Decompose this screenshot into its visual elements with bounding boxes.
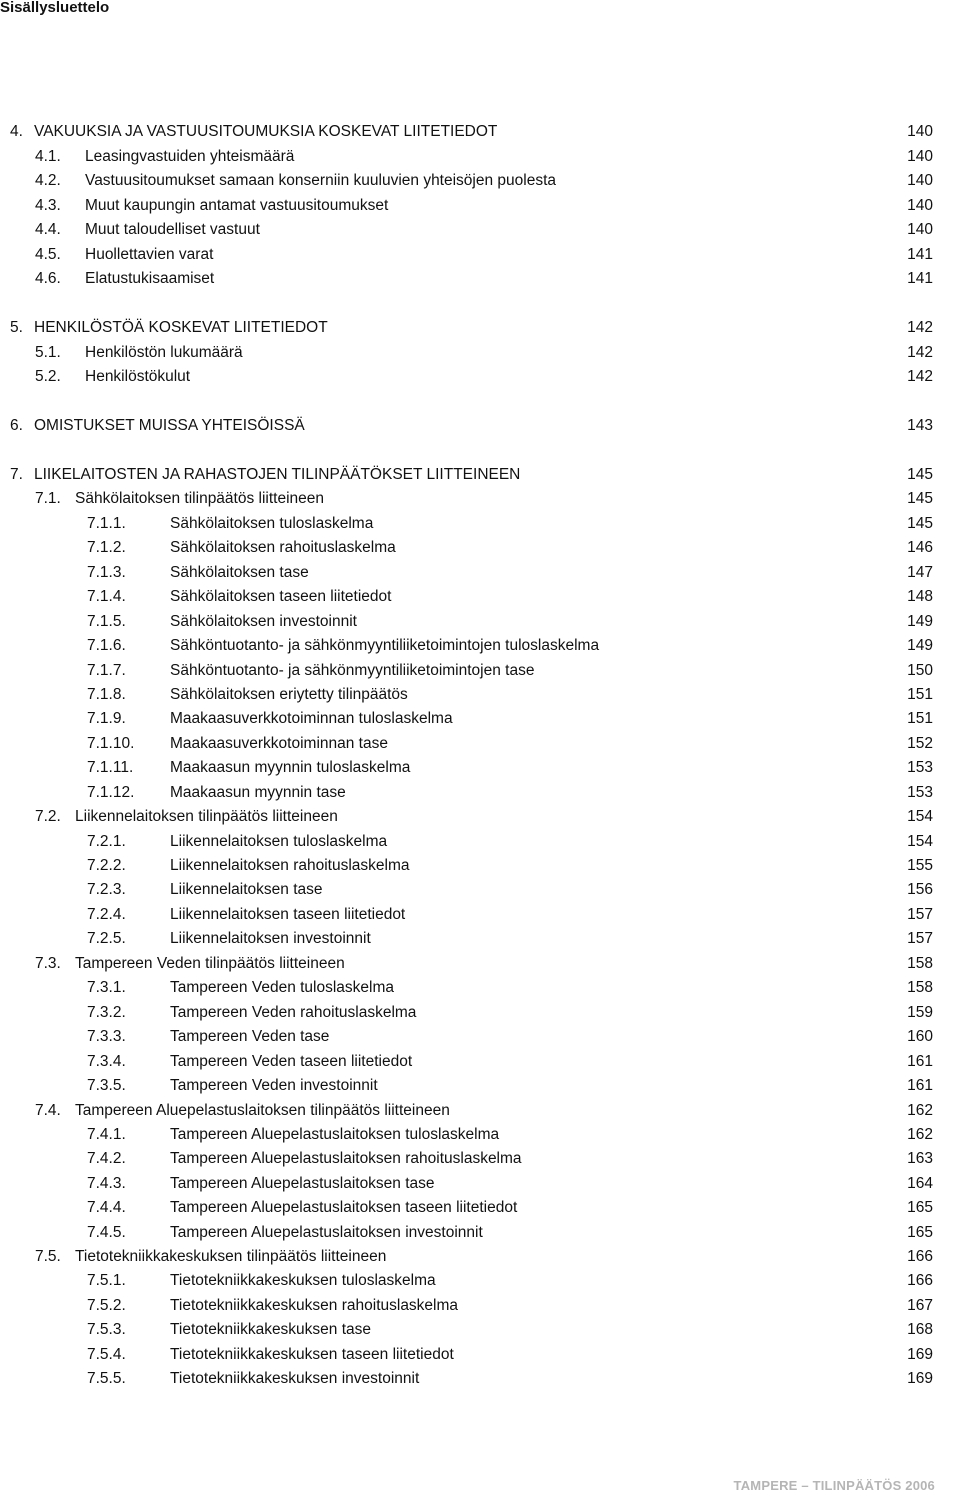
toc-entry-number: 7.4.4. (87, 1199, 126, 1216)
toc-entry-page: 162 (907, 1126, 933, 1143)
toc-entry-number: 7.5. (35, 1248, 61, 1265)
toc-entry-page: 145 (907, 515, 933, 532)
toc-entry-title: Tampereen Aluepelastuslaitoksen investoinnit (170, 1224, 483, 1241)
toc-entry-number: 7.4.3. (87, 1175, 126, 1192)
toc-entry-title: Liikennelaitoksen tilinpäätös liitteineen (75, 808, 338, 825)
toc-entry-page: 140 (907, 123, 933, 140)
toc-entry[interactable] (0, 733, 960, 755)
toc-entry[interactable] (0, 170, 960, 192)
toc-entry-number: 7.1.9. (87, 710, 126, 727)
toc-entry-page: 165 (907, 1224, 933, 1241)
toc-entry-page: 165 (907, 1199, 933, 1216)
toc-entry-number: 7.2.5. (87, 930, 126, 947)
toc-entry-page: 151 (907, 686, 933, 703)
toc-entry[interactable] (0, 268, 960, 290)
toc-entry[interactable] (0, 1026, 960, 1048)
toc-entry-page: 149 (907, 613, 933, 630)
toc-entry[interactable] (0, 757, 960, 779)
toc-entry-page: 159 (907, 1004, 933, 1021)
toc-entry-page: 163 (907, 1150, 933, 1167)
toc-entry-title: Liikennelaitoksen taseen liitetiedot (170, 906, 406, 923)
toc-entry[interactable] (0, 879, 960, 901)
toc-entry-page: 166 (907, 1248, 933, 1265)
toc-entry-page: 141 (907, 246, 933, 263)
toc-entry[interactable] (0, 513, 960, 535)
toc-entry[interactable] (0, 121, 960, 143)
toc-entry-number: 7.1.7. (87, 662, 126, 679)
page-footer: TAMPERE – TILINPÄÄTÖS 2006 (733, 1478, 935, 1493)
toc-entry-title: Sähkölaitoksen rahoituslaskelma (170, 539, 396, 556)
toc-entry-title: Tampereen Veden tilinpäätös liitteineen (75, 955, 345, 972)
toc-entry-number: 4.1. (35, 148, 61, 165)
page-title: Sisällysluettelo (0, 0, 110, 16)
toc-entry-title: Vastuusitoumukset samaan konserniin kuuluvien yhteisöjen puolesta (85, 172, 557, 189)
toc-entry-title: Tampereen Veden tuloslaskelma (170, 979, 395, 996)
toc-entry-page: 150 (907, 662, 933, 679)
toc-entry-page: 142 (907, 319, 933, 336)
toc-entry[interactable] (0, 904, 960, 926)
toc-entry[interactable] (0, 1295, 960, 1317)
toc-entry[interactable] (0, 1344, 960, 1366)
toc-entry-title: Liikennelaitoksen tuloslaskelma (170, 833, 388, 850)
toc-entry-number: 7.1.5. (87, 613, 126, 630)
toc-entry-page: 145 (907, 466, 933, 483)
toc-entry-title: Tampereen Veden investoinnit (170, 1077, 378, 1094)
toc-entry-page: 166 (907, 1272, 933, 1289)
toc-entry-title: Tampereen Veden tase (170, 1028, 330, 1045)
toc-entry-page: 168 (907, 1321, 933, 1338)
toc-entry-page: 143 (907, 417, 933, 434)
toc-entry-number: 4.4. (35, 221, 61, 238)
toc-entry-page: 142 (907, 368, 933, 385)
toc-entry-number: 7.3.5. (87, 1077, 126, 1094)
toc-entry[interactable] (0, 928, 960, 950)
toc-entry[interactable] (0, 708, 960, 730)
toc-entry[interactable] (0, 1173, 960, 1195)
toc-entry[interactable] (0, 1002, 960, 1024)
toc-entry[interactable] (0, 366, 960, 388)
toc-entry-number: 7.4.2. (87, 1150, 126, 1167)
toc-entry-title: Sähkölaitoksen investoinnit (170, 613, 357, 630)
toc-entry-title: Tietotekniikkakeskuksen tuloslaskelma (170, 1272, 436, 1289)
toc-entry[interactable] (0, 1319, 960, 1341)
toc-entry[interactable] (0, 1075, 960, 1097)
toc-entry-number: 7.1.12. (87, 784, 135, 801)
toc-entry-number: 7.5.2. (87, 1297, 126, 1314)
toc-entry-number: 7.5.1. (87, 1272, 126, 1289)
toc-entry[interactable] (0, 684, 960, 706)
toc-entry-page: 140 (907, 221, 933, 238)
toc-entry-title: Tietotekniikkakeskuksen rahoituslaskelma (170, 1297, 459, 1314)
toc-entry-title: Muut kaupungin antamat vastuusitoumukset (85, 197, 389, 214)
toc-entry[interactable] (0, 415, 960, 437)
toc-entry-page: 142 (907, 344, 933, 361)
toc-entry-number: 7.3.4. (87, 1053, 126, 1070)
toc-entry-number: 5.2. (35, 368, 61, 385)
toc-entry-page: 152 (907, 735, 933, 752)
toc-entry-number: 7.4.5. (87, 1224, 126, 1241)
toc-entry-title: OMISTUKSET MUISSA YHTEISÖISSÄ (34, 417, 305, 434)
toc-entry-page: 146 (907, 539, 933, 556)
toc-entry-page: 154 (907, 833, 933, 850)
toc-entry-number: 7.2.1. (87, 833, 126, 850)
toc-entry[interactable] (0, 537, 960, 559)
toc-entry-number: 6. (10, 417, 23, 434)
toc-entry-page: 155 (907, 857, 933, 874)
toc-entry-number: 7.1. (35, 490, 61, 507)
toc-entry-page: 141 (907, 270, 933, 287)
toc-entry-number: 7.2.2. (87, 857, 126, 874)
toc-entry-title: Maakaasuverkkotoiminnan tuloslaskelma (170, 710, 453, 727)
toc-entry[interactable] (0, 1368, 960, 1390)
toc-entry[interactable] (0, 464, 960, 486)
toc-entry-number: 7.1.4. (87, 588, 126, 605)
toc-entry-page: 164 (907, 1175, 933, 1192)
toc-entry[interactable] (0, 855, 960, 877)
toc-entry-title: Tietotekniikkakeskuksen taseen liitetiedot (170, 1346, 454, 1363)
toc-entry-title: Tampereen Veden rahoituslaskelma (170, 1004, 417, 1021)
toc-entry-page: 157 (907, 906, 933, 923)
toc-entry-number: 7.1.6. (87, 637, 126, 654)
toc-entry[interactable] (0, 219, 960, 241)
toc-entry-title: Liikennelaitoksen rahoituslaskelma (170, 857, 410, 874)
toc-entry[interactable] (0, 146, 960, 168)
toc-entry[interactable] (0, 195, 960, 217)
toc-entry-page: 147 (907, 564, 933, 581)
toc-entry-page: 151 (907, 710, 933, 727)
toc-entry[interactable] (0, 488, 960, 510)
toc-entry-number: 4. (10, 123, 23, 140)
toc-entry[interactable] (0, 660, 960, 682)
toc-entry[interactable] (0, 977, 960, 999)
toc-entry-number: 7.2.3. (87, 881, 126, 898)
toc-entry[interactable] (0, 1270, 960, 1292)
toc-entry-page: 140 (907, 197, 933, 214)
toc-entry-number: 7.2.4. (87, 906, 126, 923)
toc-entry[interactable] (0, 831, 960, 853)
toc-entry-title: Sähköntuotanto- ja sähkönmyyntiliiketoimintojen tuloslaskelma (170, 637, 600, 654)
toc-entry-number: 4.5. (35, 246, 61, 263)
toc-entry[interactable] (0, 317, 960, 339)
toc-entry-page: 157 (907, 930, 933, 947)
toc-entry-number: 7.1.1. (87, 515, 126, 532)
toc-entry-title: Sähkölaitoksen taseen liitetiedot (170, 588, 392, 605)
toc-entry-number: 7.3.2. (87, 1004, 126, 1021)
toc-entry-title: Tampereen Aluepelastuslaitoksen taseen liitetiedot (170, 1199, 518, 1216)
toc-entry-page: 158 (907, 955, 933, 972)
toc-entry-page: 148 (907, 588, 933, 605)
toc-entry[interactable] (0, 1246, 960, 1268)
toc-entry-title: Sähköntuotanto- ja sähkönmyyntiliiketoimintojen tase (170, 662, 535, 679)
toc-entry-title: Tampereen Aluepelastuslaitoksen tase (170, 1175, 435, 1192)
toc-entry[interactable] (0, 782, 960, 804)
toc-entry-title: Tietotekniikkakeskuksen tase (170, 1321, 372, 1338)
toc-entry-number: 7.3. (35, 955, 61, 972)
toc-entry-page: 167 (907, 1297, 933, 1314)
toc-entry-page: 153 (907, 759, 933, 776)
toc-entry-title: VAKUUKSIA JA VASTUUSITOUMUKSIA KOSKEVAT LIITETIEDOT (34, 123, 498, 140)
toc-entry[interactable] (0, 342, 960, 364)
toc-entry-title: Tampereen Aluepelastuslaitoksen rahoituslaskelma (170, 1150, 522, 1167)
toc-entry[interactable] (0, 1197, 960, 1219)
toc-entry[interactable] (0, 562, 960, 584)
toc-entry-title: Liikennelaitoksen tase (170, 881, 323, 898)
toc-entry-title: Leasingvastuiden yhteismäärä (85, 148, 295, 165)
toc-entry-title: Tietotekniikkakeskuksen investoinnit (170, 1370, 420, 1387)
toc-entry-title: Tampereen Veden taseen liitetiedot (170, 1053, 413, 1070)
toc-entry-page: 140 (907, 172, 933, 189)
toc-entry-title: Sähkölaitoksen tase (170, 564, 309, 581)
toc-entry-number: 5. (10, 319, 23, 336)
toc-entry-title: Tietotekniikkakeskuksen tilinpäätös liitteineen (75, 1248, 387, 1265)
toc-entry-number: 7. (10, 466, 23, 483)
toc-entry-page: 169 (907, 1370, 933, 1387)
toc-entry-number: 7.5.4. (87, 1346, 126, 1363)
toc-entry-number: 4.3. (35, 197, 61, 214)
toc-entry-page: 160 (907, 1028, 933, 1045)
toc-entry[interactable] (0, 1222, 960, 1244)
toc-entry-page: 158 (907, 979, 933, 996)
toc-entry-page: 140 (907, 148, 933, 165)
toc-entry-number: 4.2. (35, 172, 61, 189)
toc-entry-title: Maakaasun myynnin tase (170, 784, 346, 801)
toc-entry-title: Maakaasuverkkotoiminnan tase (170, 735, 388, 752)
toc-entry-page: 156 (907, 881, 933, 898)
toc-entry-title: Henkilöstökulut (85, 368, 191, 385)
toc-entry-number: 7.1.11. (87, 759, 134, 776)
toc-entry-number: 7.4. (35, 1102, 61, 1119)
toc-entry[interactable] (0, 953, 960, 975)
toc-entry-title: LIIKELAITOSTEN JA RAHASTOJEN TILINPÄÄTÖKSET LIITTEINEEN (34, 466, 521, 483)
toc-entry[interactable] (0, 635, 960, 657)
toc-entry-title: Liikennelaitoksen investoinnit (170, 930, 371, 947)
toc-entry[interactable] (0, 244, 960, 266)
toc-entry[interactable] (0, 1148, 960, 1170)
toc-entry-title: Huollettavien varat (85, 246, 214, 263)
toc-entry-page: 145 (907, 490, 933, 507)
toc-entry-title: Elatustukisaamiset (85, 270, 215, 287)
toc-entry-title: Sähkölaitoksen tilinpäätös liitteineen (75, 490, 325, 507)
toc-entry[interactable] (0, 1124, 960, 1146)
toc-entry-number: 7.3.1. (87, 979, 126, 996)
toc-entry-title: Tampereen Aluepelastuslaitoksen tilinpäätös liitteineen (75, 1102, 450, 1119)
toc-entry-page: 161 (907, 1053, 933, 1070)
toc-entry-number: 7.5.3. (87, 1321, 126, 1338)
toc-entry-page: 162 (907, 1102, 933, 1119)
toc-entry-number: 7.2. (35, 808, 61, 825)
toc-entry-number: 4.6. (35, 270, 61, 287)
toc-entry-page: 153 (907, 784, 933, 801)
toc-entry[interactable] (0, 1100, 960, 1122)
toc-entry[interactable] (0, 611, 960, 633)
toc-entry-title: Tampereen Aluepelastuslaitoksen tuloslaskelma (170, 1126, 500, 1143)
toc-entry-page: 154 (907, 808, 933, 825)
toc-entry-title: Muut taloudelliset vastuut (85, 221, 260, 238)
toc-entry-title: Henkilöstön lukumäärä (85, 344, 243, 361)
toc-entry-number: 7.4.1. (87, 1126, 126, 1143)
toc-entry-title: Sähkölaitoksen tuloslaskelma (170, 515, 374, 532)
toc-entry-title: Sähkölaitoksen eriytetty tilinpäätös (170, 686, 408, 703)
toc-entry-number: 7.1.10. (87, 735, 135, 752)
toc-entry-number: 7.1.2. (87, 539, 126, 556)
toc-entry-title: Maakaasun myynnin tuloslaskelma (170, 759, 411, 776)
toc-entry-number: 7.5.5. (87, 1370, 126, 1387)
toc-entry-number: 7.1.8. (87, 686, 126, 703)
toc-entry[interactable] (0, 1051, 960, 1073)
toc-entry-number: 7.3.3. (87, 1028, 126, 1045)
toc-entry-page: 161 (907, 1077, 933, 1094)
toc-entry-page: 169 (907, 1346, 933, 1363)
toc-entry-number: 5.1. (35, 344, 61, 361)
toc-entry-number: 7.1.3. (87, 564, 126, 581)
toc-entry[interactable] (0, 806, 960, 828)
toc-entry[interactable] (0, 586, 960, 608)
toc-entry-page: 149 (907, 637, 933, 654)
toc-entry-title: HENKILÖSTÖÄ KOSKEVAT LIITETIEDOT (34, 319, 328, 336)
